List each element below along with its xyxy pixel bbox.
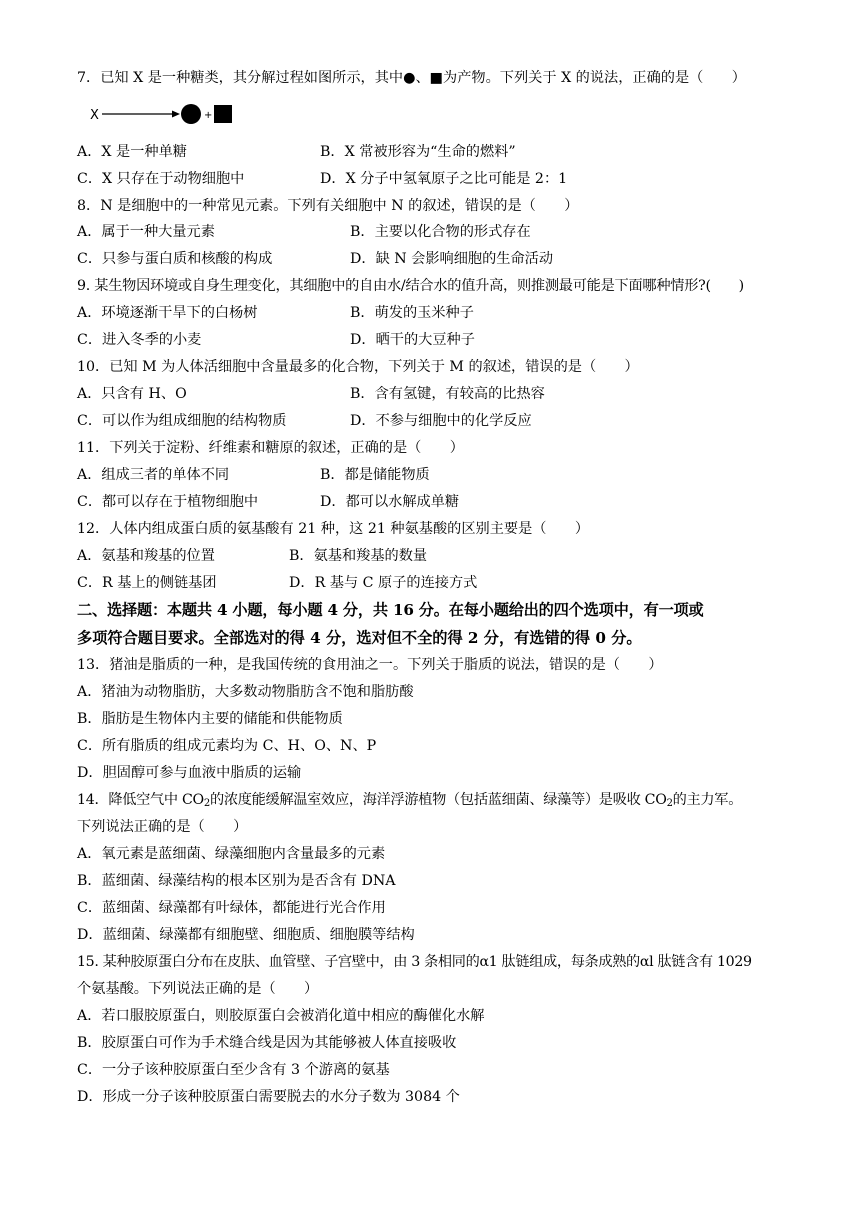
q15-stem-line2: 个氨基酸。下列说法正确的是（ ）	[77, 981, 319, 997]
q7-option-c: C．X 只存在于动物细胞中	[77, 171, 245, 187]
q8-option-d: D．缺 N 会影响细胞的生命活动	[350, 251, 554, 267]
q8-option-b: B．主要以化合物的形式存在	[350, 224, 531, 240]
q9-option-c: C．进入冬季的小麦	[77, 332, 202, 348]
q13-option-b: B．脂肪是生物体内主要的储能和供能物质	[77, 711, 343, 727]
q12-option-a: A．氨基和羧基的位置	[77, 548, 215, 564]
q9-option-a: A．环境逐渐干旱下的白杨树	[77, 305, 258, 321]
q7-option-a: A．X 是一种单糖	[77, 144, 187, 160]
q14-stem-part2: 的浓度能缓解温室效应，海洋浮游植物（包括蓝细菌、绿藻等）是吸收 CO	[209, 792, 667, 808]
q14-stem-part1: 14．降低空气中 CO	[77, 792, 204, 808]
q14-option-c: C．蓝细菌、绿藻都有叶绿体，都能进行光合作用	[77, 900, 386, 916]
q7-diagram-plus: +	[204, 110, 213, 121]
q15-option-d: D．形成一分子该种胶原蛋白需要脱去的水分子数为 3084 个	[77, 1089, 460, 1105]
q7-decomposition-diagram	[88, 100, 248, 128]
q9-option-b: B．萌发的玉米种子	[350, 305, 474, 321]
q10-option-a: A．只含有 H、O	[77, 386, 187, 402]
q7-option-b: B．X 常被形容为“生命的燃料”	[320, 144, 516, 160]
q10-option-b: B．含有氢键，有较高的比热容	[350, 386, 545, 402]
q14-co2-subscript: 2	[203, 798, 210, 809]
q9-option-d: D．晒干的大豆种子	[350, 332, 475, 348]
q14-option-a: A．氧元素是蓝细菌、绿藻细胞内含量最多的元素	[77, 846, 386, 862]
section2-heading-line1: 二、选择题：本题共 4 小题，每小题 4 分，共 16 分。在每小题给出的四个选项中，有一项或	[77, 601, 704, 619]
q11-option-a: A．组成三者的单体不同	[77, 467, 230, 483]
q15-stem-line1: 15. 某种胶原蛋白分布在皮肤、血管壁、子宫壁中，由 3 条相同的α1 肽链组成，每条成熟的αl 肽链含有 1029	[77, 954, 752, 970]
q13-option-a: A．猪油为动物脂肪，大多数动物脂肪含不饱和脂肪酸	[77, 684, 414, 700]
q12-option-d: D．R 基与 C 原子的连接方式	[289, 575, 478, 591]
q7-option-d: D．X 分子中氢氧原子之比可能是 2：1	[320, 171, 568, 187]
q13-stem: 13．猪油是脂质的一种，是我国传统的食用油之一。下列关于脂质的说法，错误的是（ ）	[77, 657, 663, 673]
q14-stem-part3: 的主力军。	[672, 792, 743, 808]
q15-option-a: A．若口服胶原蛋白，则胶原蛋白会被消化道中相应的酶催化水解	[77, 1008, 485, 1024]
q14-option-d: D．蓝细菌、绿藻都有细胞壁、细胞质、细胞膜等结构	[77, 927, 415, 943]
q12-option-c: C．R 基上的侧链基团	[77, 575, 217, 591]
q11-option-d: D．都可以水解成单糖	[320, 494, 460, 510]
q9-stem: 9. 某生物因环境或自身生理变化，其细胞中的自由水/结合水的值升高，则推测最可能是下面哪种情形?( )	[77, 278, 744, 294]
q10-stem: 10．已知 M 为人体活细胞中含量最多的化合物，下列关于 M 的叙述，错误的是（ ）	[77, 359, 639, 375]
q11-option-c: C．都可以存在于植物细胞中	[77, 494, 259, 510]
arrow-head-icon	[172, 111, 180, 118]
square-product-icon	[214, 105, 232, 123]
q12-stem: 12．人体内组成蛋白质的氨基酸有 21 种，这 21 种氨基酸的区别主要是（ ）	[77, 521, 590, 537]
q8-option-c: C．只参与蛋白质和核酸的构成	[77, 251, 273, 267]
q15-option-c: C．一分子该种胶原蛋白至少含有 3 个游离的氨基	[77, 1062, 390, 1078]
q14-option-b: B．蓝细菌、绿藻结构的根本区别为是否含有 DNA	[77, 873, 396, 889]
q11-option-b: B．都是储能物质	[320, 467, 430, 483]
q11-stem: 11．下列关于淀粉、纤维素和糖原的叙述，正确的是（ ）	[77, 440, 464, 456]
q8-stem: 8．N 是细胞中的一种常见元素。下列有关细胞中 N 的叙述，错误的是（ ）	[77, 198, 579, 214]
q13-option-d: D．胆固醇可参与血液中脂质的运输	[77, 765, 302, 781]
q10-option-c: C．可以作为组成细胞的结构物质	[77, 413, 287, 429]
q14-stem-line1	[77, 790, 742, 810]
q12-option-b: B．氨基和羧基的数量	[289, 548, 428, 564]
q14-co2-subscript-2: 2	[666, 798, 673, 809]
circle-product-icon	[181, 104, 201, 124]
q15-option-b: B．胶原蛋白可作为手术缝合线是因为其能够被人体直接吸收	[77, 1035, 457, 1051]
q7-diagram-x-label: X	[90, 108, 99, 123]
q7-stem: 7．已知 X 是一种糖类，其分解过程如图所示，其中●、■为产物。下列关于 X 的说法，正确的是（ ）	[77, 70, 746, 86]
q14-stem-line2: 下列说法正确的是（ ）	[77, 819, 248, 835]
section2-heading-line2: 多项符合题目要求。全部选对的得 4 分，选对但不全的得 2 分，有选错的得 0 分。	[77, 629, 642, 647]
q13-option-c: C．所有脂质的组成元素均为 C、H、O、N、P	[77, 738, 377, 754]
q8-option-a: A．属于一种大量元素	[77, 224, 215, 240]
q10-option-d: D．不参与细胞中的化学反应	[350, 413, 532, 429]
